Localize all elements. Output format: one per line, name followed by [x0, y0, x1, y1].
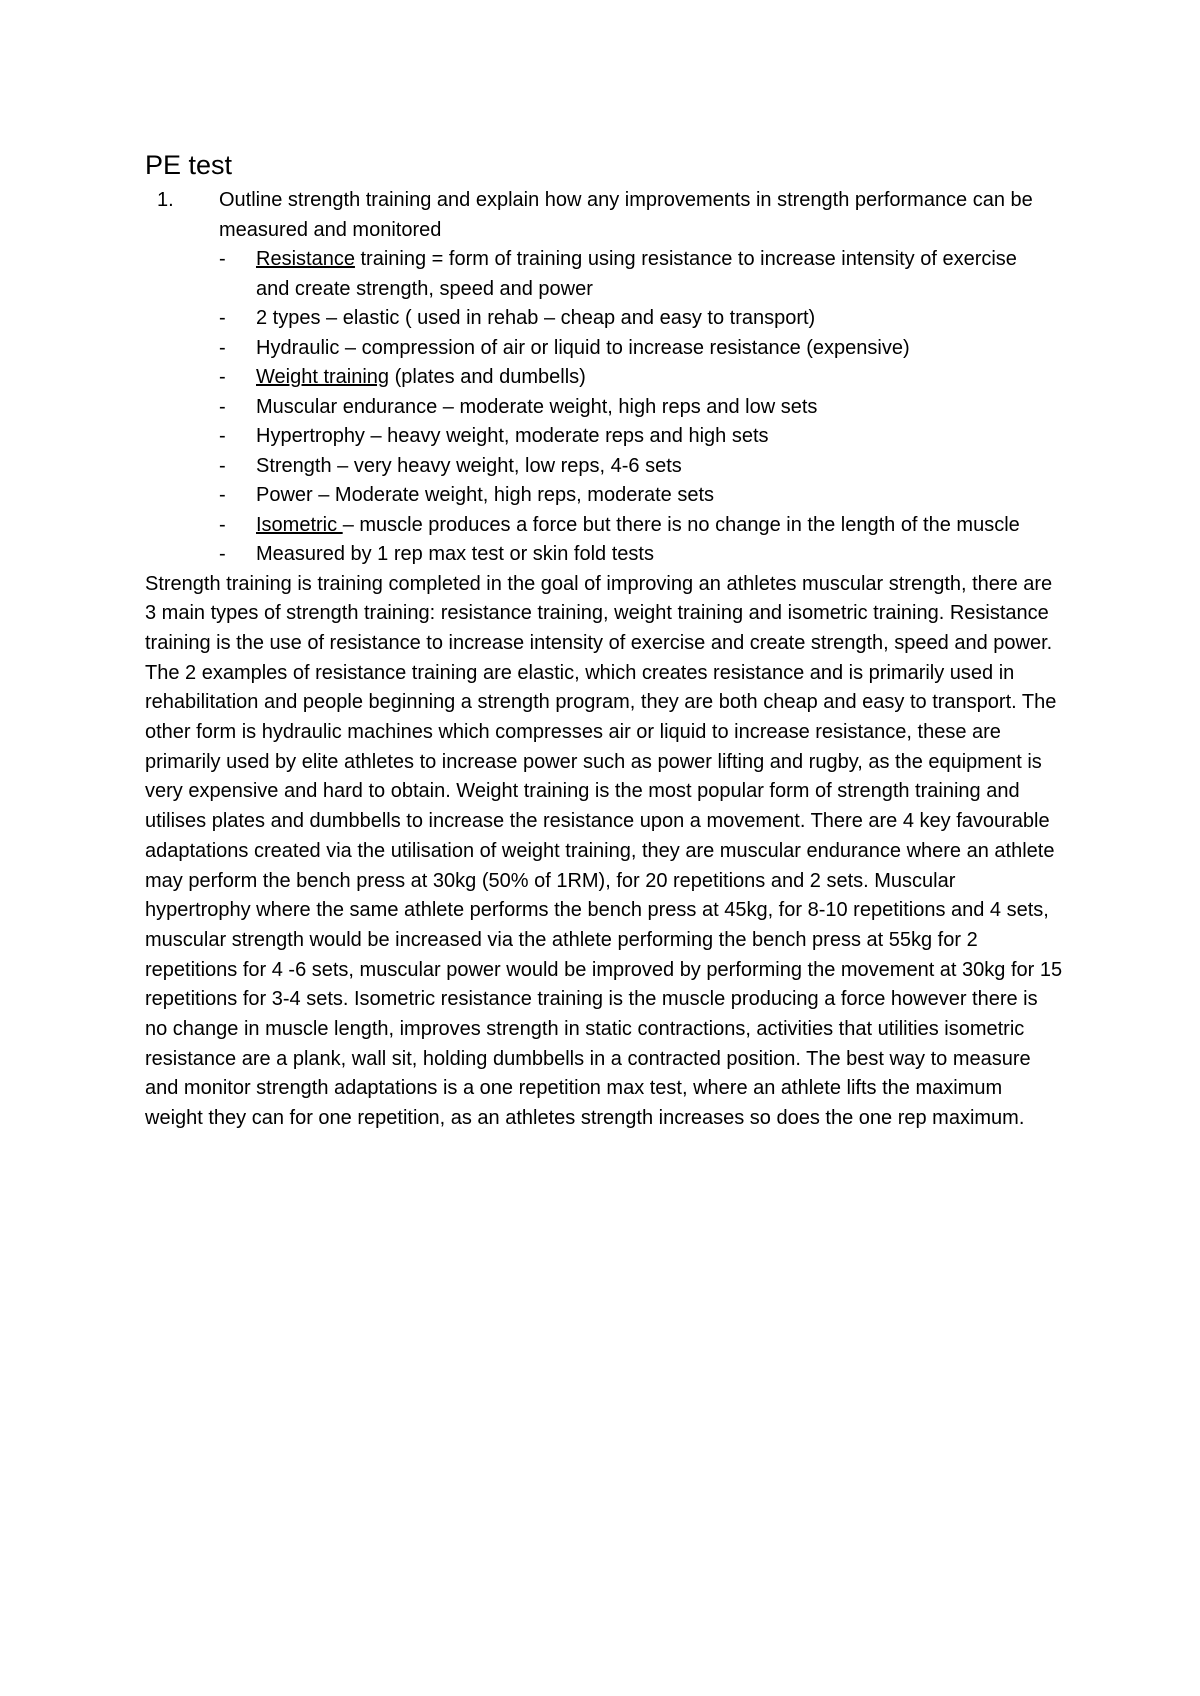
question-item — [145, 186, 1065, 245]
bullet-dash: - — [219, 543, 226, 565]
question-number: 1. — [157, 189, 174, 211]
bullet-rest: (plates and dumbells) — [389, 366, 586, 388]
bullet-text — [256, 481, 1065, 511]
bullet-text — [256, 422, 1065, 452]
bullet-dash: - — [219, 425, 226, 447]
document-page — [145, 148, 1065, 1134]
bullet-rest: – muscle produces a force but there is no change in the length of the muscle — [342, 513, 1020, 536]
bullet-text — [256, 363, 1065, 393]
list-item — [145, 393, 1065, 423]
list-item — [145, 481, 1065, 511]
bullet-rest: training = form of training using resistance to increase intensity of exercise and create strength, speed and power — [256, 248, 1017, 300]
bullet-rest: Hydraulic – compression of air or liquid to increase resistance (expensive) — [256, 336, 910, 359]
list-item — [145, 511, 1065, 541]
bullet-rest: Strength – very heavy weight, low reps, 4-6 sets — [256, 454, 682, 477]
list-item — [145, 540, 1065, 570]
bullet-text — [256, 334, 1065, 364]
list-item — [145, 452, 1065, 482]
bullet-dash: - — [219, 336, 226, 359]
bullet-dash: - — [219, 248, 226, 270]
document-title: PE test — [145, 150, 233, 180]
bullet-dash: - — [219, 513, 226, 536]
bullet-dash: - — [219, 484, 226, 506]
bullet-dash: - — [219, 307, 226, 329]
bullet-text — [256, 540, 1065, 570]
bullet-rest: Muscular endurance – moderate weight, high reps and low sets — [256, 395, 818, 418]
bullet-rest: Hypertrophy – heavy weight, moderate reps and high sets — [256, 425, 769, 447]
bullet-rest: Measured by 1 rep max test or skin fold tests — [256, 543, 654, 565]
notes-list — [145, 245, 1065, 570]
list-item — [145, 245, 1065, 304]
answer-paragraph: Strength training is training completed in the goal of improving an athletes muscular strength, there are 3 main types of strength training: resistance training, weight training and isometric training. Resistance training is the use of resistance to increase intensity of exercise and create strength, speed and power. The 2 examples of resistance training are elastic, which creates resistance and is primarily used in rehabilitation and people beginning a strength program, they are both cheap and easy to transport. The other form is hydraulic machines which compresses air or liquid to increase resistance, these are primarily used by elite athletes to increase power such as power lifting and rugby, as the equipment is very expensive and hard to obtain. Weight training is the most popular form of strength training and utilises plates and dumbbells to increase the resistance upon a movement. There are 4 key favourable adaptations created via the utilisation of weight training, they are muscular endurance where an athlete may perform the bench press at 30kg (50% of 1RM), for 20 repetitions and 2 sets. Muscular hypertrophy where the same athlete performs the bench press at 45kg, for 8-10 repetitions and 4 sets, muscular strength would be increased via the athlete performing the bench press at 55kg for 2 repetitions for 4 -6 sets, muscular power would be improved by performing the movement at 30kg for 15 repetitions for 3-4 sets. Isometric resistance training is the muscle producing a force however there is no change in muscle length, improves strength in static contractions, activities that utilities isometric resistance are a plank, wall sit, holding dumbbells in a contracted position. The best way to measure and monitor strength adaptations is a one repetition max test, where an athlete lifts the maximum weight they can for one repetition, as an athletes strength increases so does the one rep maximum. — [145, 572, 1063, 1130]
bullet-rest: Power – Moderate weight, high reps, moderate sets — [256, 484, 715, 506]
bullet-text — [256, 452, 1065, 482]
bullet-text — [256, 393, 1065, 423]
bullet-dash: - — [219, 395, 226, 418]
list-item — [145, 363, 1065, 393]
list-item — [145, 304, 1065, 334]
underlined-term: Isometric — [256, 513, 343, 536]
question-text: Outline strength training and explain how any improvements in strength performance can be measured and monitored — [219, 189, 1033, 241]
bullet-dash: - — [219, 366, 226, 388]
underlined-term: Resistance — [256, 248, 355, 270]
bullet-text — [256, 245, 1065, 304]
bullet-rest: 2 types – elastic ( used in rehab – cheap and easy to transport) — [256, 307, 816, 329]
underlined-term: Weight training — [256, 366, 390, 388]
list-item — [145, 422, 1065, 452]
bullet-text — [256, 304, 1065, 334]
list-item — [145, 334, 1065, 364]
bullet-text — [256, 511, 1065, 541]
bullet-dash: - — [219, 454, 226, 477]
